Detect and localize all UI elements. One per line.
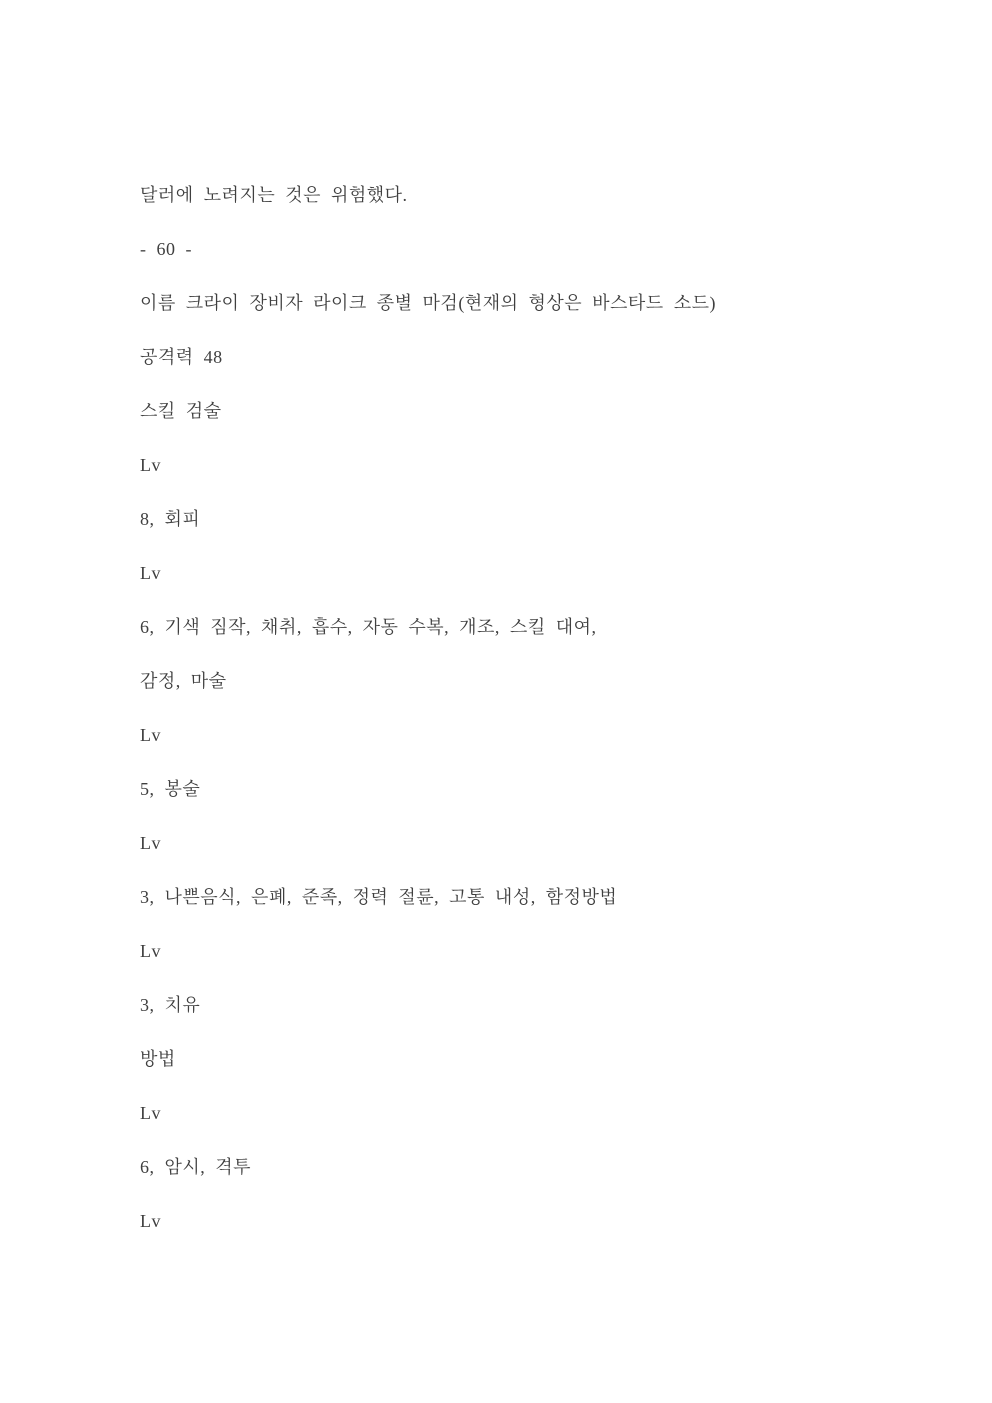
paragraph-line: 달러에 노려지는 것은 위험했다. [140, 185, 408, 205]
paragraph-line: 6, 암시, 격투 [140, 1157, 252, 1177]
paragraph-line: 방법 [140, 1049, 176, 1069]
paragraph-line: Lv [140, 1211, 161, 1231]
paragraph-line: 공격력 48 [140, 347, 223, 367]
paragraph-line: 6, 기색 짐작, 채취, 흡수, 자동 수복, 개조, 스킬 대여, [140, 617, 597, 637]
paragraph-line: 8, 회피 [140, 509, 201, 529]
page-number-line: - 60 - [140, 239, 192, 259]
paragraph-line: Lv [140, 725, 161, 745]
paragraph-line: 3, 나쁜음식, 은폐, 준족, 정력 절륜, 고통 내성, 함정방법 [140, 887, 618, 907]
paragraph-line: 5, 봉술 [140, 779, 201, 799]
paragraph-line: 스킬 검술 [140, 401, 222, 421]
text-body [140, 168, 872, 1248]
paragraph-line: 이름 크라이 장비자 라이크 종별 마검(현재의 형상은 바스타드 소드) [140, 293, 716, 313]
paragraph-line: Lv [140, 941, 161, 961]
paragraph-line: 3, 치유 [140, 995, 201, 1015]
paragraph-line: Lv [140, 1103, 161, 1123]
paragraph-line: 감정, 마술 [140, 671, 227, 691]
paragraph-line: Lv [140, 563, 161, 583]
paragraph-line: Lv [140, 455, 161, 475]
paragraph-line: Lv [140, 833, 161, 853]
